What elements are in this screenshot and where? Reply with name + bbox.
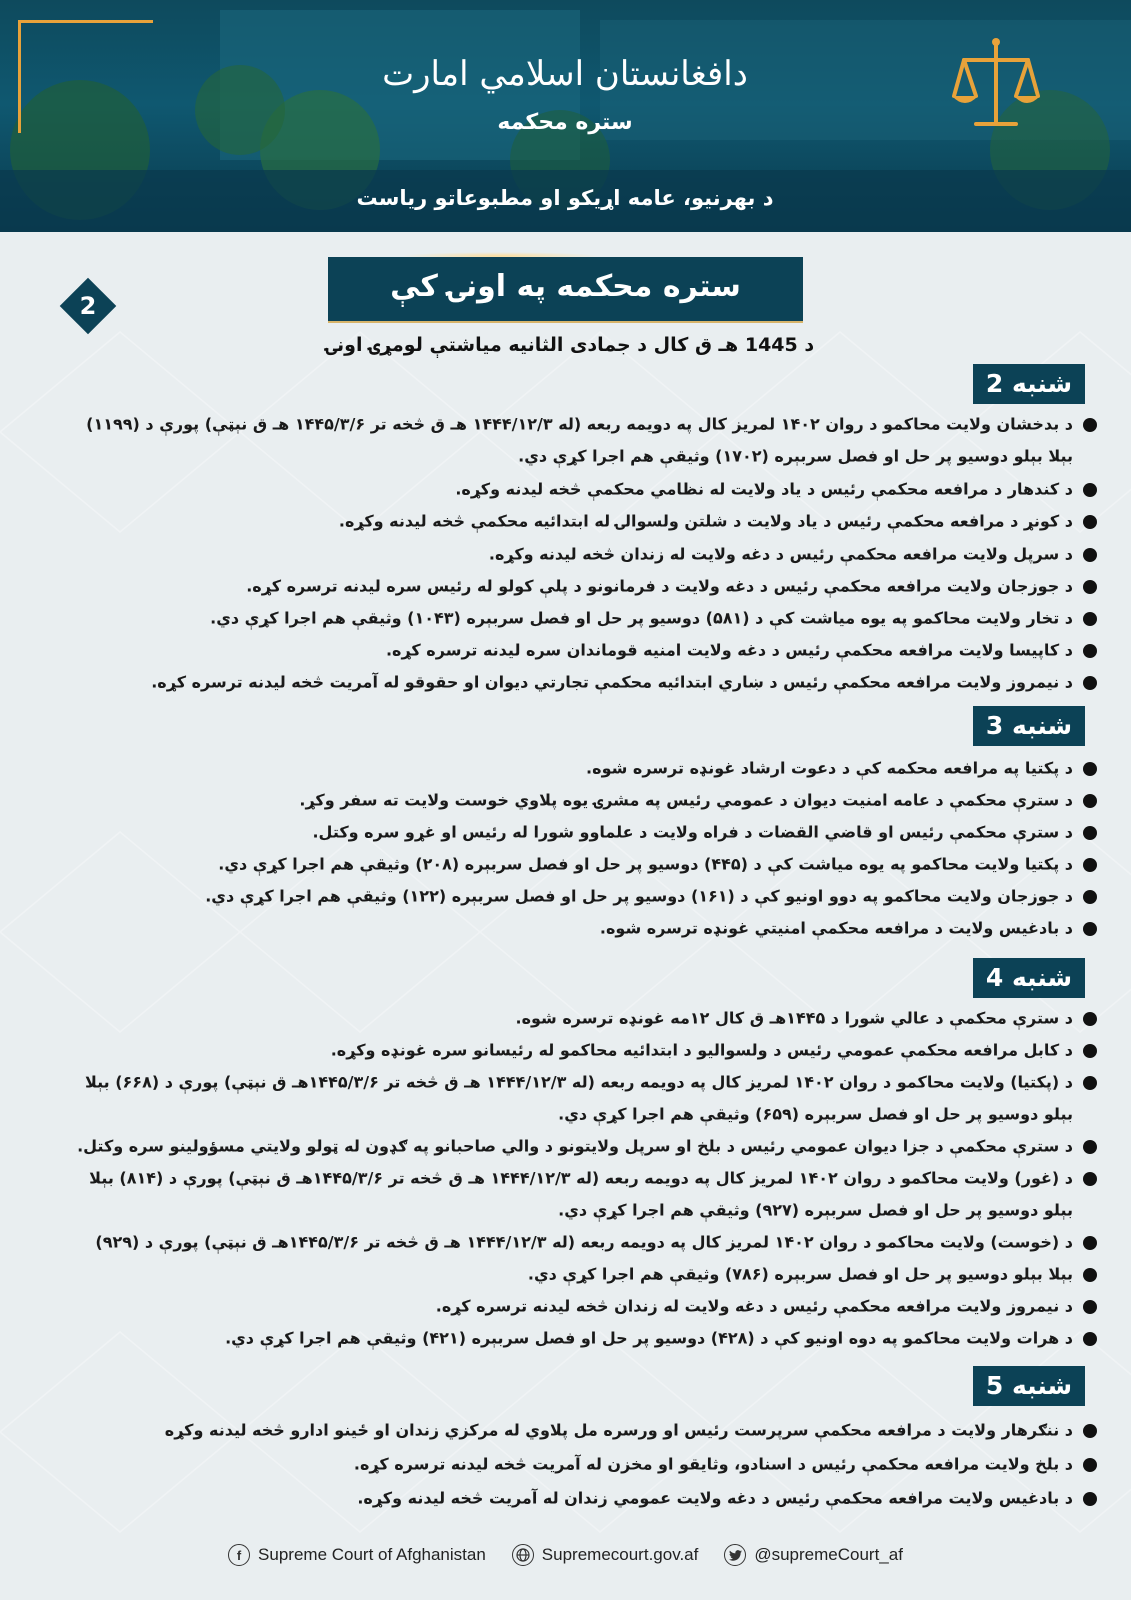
bullet-icon: [1083, 612, 1097, 626]
website-link[interactable]: [512, 1544, 699, 1566]
bullet-icon: [1083, 548, 1097, 562]
bullet-icon: [1083, 1012, 1097, 1026]
bullet-icon: [1083, 1172, 1097, 1186]
footer: [0, 1540, 1131, 1570]
list-item: د کاپيسا ولايت مرافعه محکمې رئيس د دغه ولايت امنيه قوماندان سره لیدنه ترسره کړه.: [37, 634, 1097, 667]
bullet-icon: [1083, 644, 1097, 658]
page-number: 2: [79, 292, 97, 320]
bullet-icon: [1083, 1492, 1097, 1506]
section-header-monday: 2 شنبه: [973, 364, 1085, 404]
bullet-icon: [1083, 483, 1097, 497]
bullet-icon: [1083, 1458, 1097, 1472]
list-item: د کونړ د مرافعه محکمې رئيس د ياد ولايت د شلتن ولسوالۍ له ابتدائيه محکمې څخه لیدنه وکړه.: [37, 505, 1097, 538]
list-item: د بادغيس ولايت مرافعه محکمې رئيس د دغه ولايت عمومي زندان له آمريت څخه لیدنه وکړه.: [37, 1482, 1097, 1515]
bullet-icon: [1083, 1424, 1097, 1438]
list-item: د جوزجان ولايت محاکمو په دوو اونيو کې د (۱۶۱) دوسيو پر حل او فصل سربېره (۱۲۲) وثيقې هم اجرا کړې دي.: [37, 880, 1097, 913]
page-title: [328, 257, 803, 323]
list-item: د سترې محکمې د عالي شورا د ۱۴۴۵هـ ق کال ۱۲مه غونډه ترسره شوه.: [37, 1002, 1097, 1035]
bullet-icon: [1083, 515, 1097, 529]
list-item: د سترې محکمې رئيس او قاضي القضات د فراه ولايت د علماوو شورا له رئيس او غړو سره وکتل.: [37, 816, 1097, 849]
section-header-wednesday: 4 شنبه: [973, 958, 1085, 998]
list-item: د سترې محکمې د جزا ديوان عمومي رئيس د بلخ او سرپل ولايتونو د والي صاحبانو په ګډون له ټولو ولايتي مسؤولينو سره وکتل.: [37, 1130, 1097, 1163]
list-item: د نيمروز ولايت مرافعه محکمې رئيس د ښاري ابتدائيه محکمې تجارتي ديوان او حقوقو له آمريت څخه لیدنه ترسره کړه.: [37, 666, 1097, 699]
bullet-icon: [1083, 858, 1097, 872]
list-item: د سرپل ولايت مرافعه محکمې رئيس د دغه ولايت له زندان څخه لیدنه وکړه.: [37, 538, 1097, 571]
list-item: د (خوست) ولايت محاکمو د روان ۱۴۰۲ لمريز کال په دويمه ربعه (له ۱۴۴۴/۱۲/۳ هـ ق څخه تر ۱۴۴۵/۳/۶هـ ق نېټې) پورې د (۹۲۹): [37, 1226, 1097, 1259]
bullet-icon: [1083, 580, 1097, 594]
list-item: د بادغيس ولايت د مرافعه محکمې امنيتي غونډه ترسره شوه.: [37, 912, 1097, 945]
list-item: د بدخشان ولايت محاکمو د روان ۱۴۰۲ لمريز کال په دويمه ربعه (له ۱۴۴۴/۱۲/۳ هـ ق څخه تر ۱۴۴۵/۳/۶ هـ ق نېټې) پورې د (۱۱۹۹): [37, 408, 1097, 441]
twitter-icon: [724, 1544, 746, 1566]
directorate-name: د بهرنيو، عامه اړيکو او مطبوعاتو رياست: [356, 186, 774, 210]
twitter-label: @supremeCourt_af: [754, 1545, 903, 1564]
bullet-icon: [1083, 794, 1097, 808]
page-subtitle: د 1445 هـ ق کال د جمادی الثانیه میاشتې لومړۍ اونۍ: [325, 334, 815, 356]
bullet-icon: [1083, 1268, 1097, 1282]
list-item: د کابل مرافعه محکمې عمومي رئيس د ولسواليو د ابتدائيه محاکمو له رئيسانو سره غونډه وکړه.: [37, 1034, 1097, 1067]
bullet-icon: [1083, 418, 1097, 432]
bullet-icon: [1083, 890, 1097, 904]
bullet-icon: [1083, 1076, 1097, 1090]
list-item: بېلا بېلو دوسيو پر حل او فصل سربېره (۷۸۶) وثيقې هم اجرا کړې دي.: [37, 1258, 1097, 1291]
facebook-link[interactable]: [228, 1544, 486, 1566]
list-item: د هرات ولايت محاکمو په دوه اونيو کې د (۴۲۸) دوسيو پر حل او فصل سربېره (۴۲۱) وثيقې هم اجرا کړې دي.: [37, 1322, 1097, 1355]
list-item: د تخار ولايت محاکمو په یوه میاشت کې د (۵۸۱) دوسيو پر حل او فصل سربېره (۱۰۴۳) وثيقې هم اجرا کړې دي.: [37, 602, 1097, 635]
list-item: د جوزجان ولايت مرافعه محکمې رئيس د دغه ولايت د فرمانونو د پلې کولو له رئيس سره لیدنه ترسره کړه.: [37, 570, 1097, 603]
bullet-icon: [1083, 1332, 1097, 1346]
bullet-icon: [1083, 1300, 1097, 1314]
list-item: د بلخ ولايت مرافعه محکمې رئيس د اسنادو، وثايقو او مخزن له آمريت څخه لیدنه ترسره کړه.: [37, 1448, 1097, 1481]
website-label: Supremecourt.gov.af: [541, 1545, 699, 1564]
list-item: د پکتيا ولايت محاکمو په یوه میاشت کې د (۴۴۵) دوسيو پر حل او فصل سربېره (۲۰۸) وثيقې هم اجرا کړې دي.: [37, 848, 1097, 881]
court-name: ستره محکمه: [497, 110, 633, 135]
list-item: د (پکتيا) ولايت محاکمو د روان ۱۴۰۲ لمريز کال په دويمه ربعه (له ۱۴۴۴/۱۲/۳ هـ ق څخه تر ۱۴۴۵/۳/۶هـ ق نېټې) پورې د (۶۶۸) بېلا: [37, 1066, 1097, 1099]
bullet-icon: [1083, 1044, 1097, 1058]
bullet-icon: [1083, 1236, 1097, 1250]
bullet-icon: [1083, 1140, 1097, 1154]
facebook-icon: f: [228, 1544, 250, 1566]
scales-of-justice-icon: [950, 36, 1042, 136]
list-item-continuation: بېلو دوسيو پر حل او فصل سربېره (۹۲۷) وثيقې هم اجرا کړې دي.: [558, 1200, 1073, 1220]
bullet-icon: [1083, 922, 1097, 936]
header-banner: [0, 0, 1131, 232]
corner-bracket-decoration: [18, 20, 153, 133]
list-item: د سترې محکمې د عامه امنيت ديوان د عمومي رئيس په مشرۍ يوه پلاوي خوست ولايت ته سفر وکړ.: [37, 784, 1097, 817]
list-item: د کندهار د مرافعه محکمې رئيس د ياد ولايت له نظامي محکمې څخه لیدنه وکړه.: [37, 473, 1097, 506]
bullet-icon: [1083, 826, 1097, 840]
list-item: د (غور) ولايت محاکمو د روان ۱۴۰۲ لمريز کال په دويمه ربعه (له ۱۴۴۴/۱۲/۳ هـ ق څخه تر ۱۴۴۵/۳/۶هـ ق نېټې) پورې د (۸۱۴) بېلا: [37, 1162, 1097, 1195]
emirate-title: دافغانستان اسلامي امارت: [382, 54, 748, 94]
bullet-icon: [1083, 676, 1097, 690]
twitter-link[interactable]: [724, 1544, 903, 1566]
list-item: د پکتيا په مرافعه محکمه کې د دعوت ارشاد غونډه ترسره شوه.: [37, 752, 1097, 785]
section-header-thursday: 5 شنبه: [973, 1366, 1085, 1406]
globe-icon: [512, 1544, 534, 1566]
page-title-text: ستره محکمه په اونۍ کې: [390, 269, 741, 304]
section-header-tuesday: 3 شنبه: [973, 706, 1085, 746]
list-item: د نيمروز ولايت مرافعه محکمې رئيس د دغه ولايت له زندان څخه لیدنه ترسره کړه.: [37, 1290, 1097, 1323]
list-item: د ننګرهار ولايت د مرافعه محکمې سرپرست رئيس او ورسره مل پلاوي له مرکزي زندان او ځينو ادارو څخه لیدنه وکړه: [37, 1414, 1097, 1447]
facebook-label: Supreme Court of Afghanistan: [258, 1545, 486, 1564]
list-item-continuation: بېلو دوسيو پر حل او فصل سربېره (۶۵۹) وثيقې هم اجرا کړې دي.: [558, 1104, 1073, 1124]
list-item-continuation: بېلا بېلو دوسيو پر حل او فصل سربېره (۱۷۰۲) وثيقې هم اجرا کړې دي.: [518, 446, 1073, 466]
bullet-icon: [1083, 762, 1097, 776]
